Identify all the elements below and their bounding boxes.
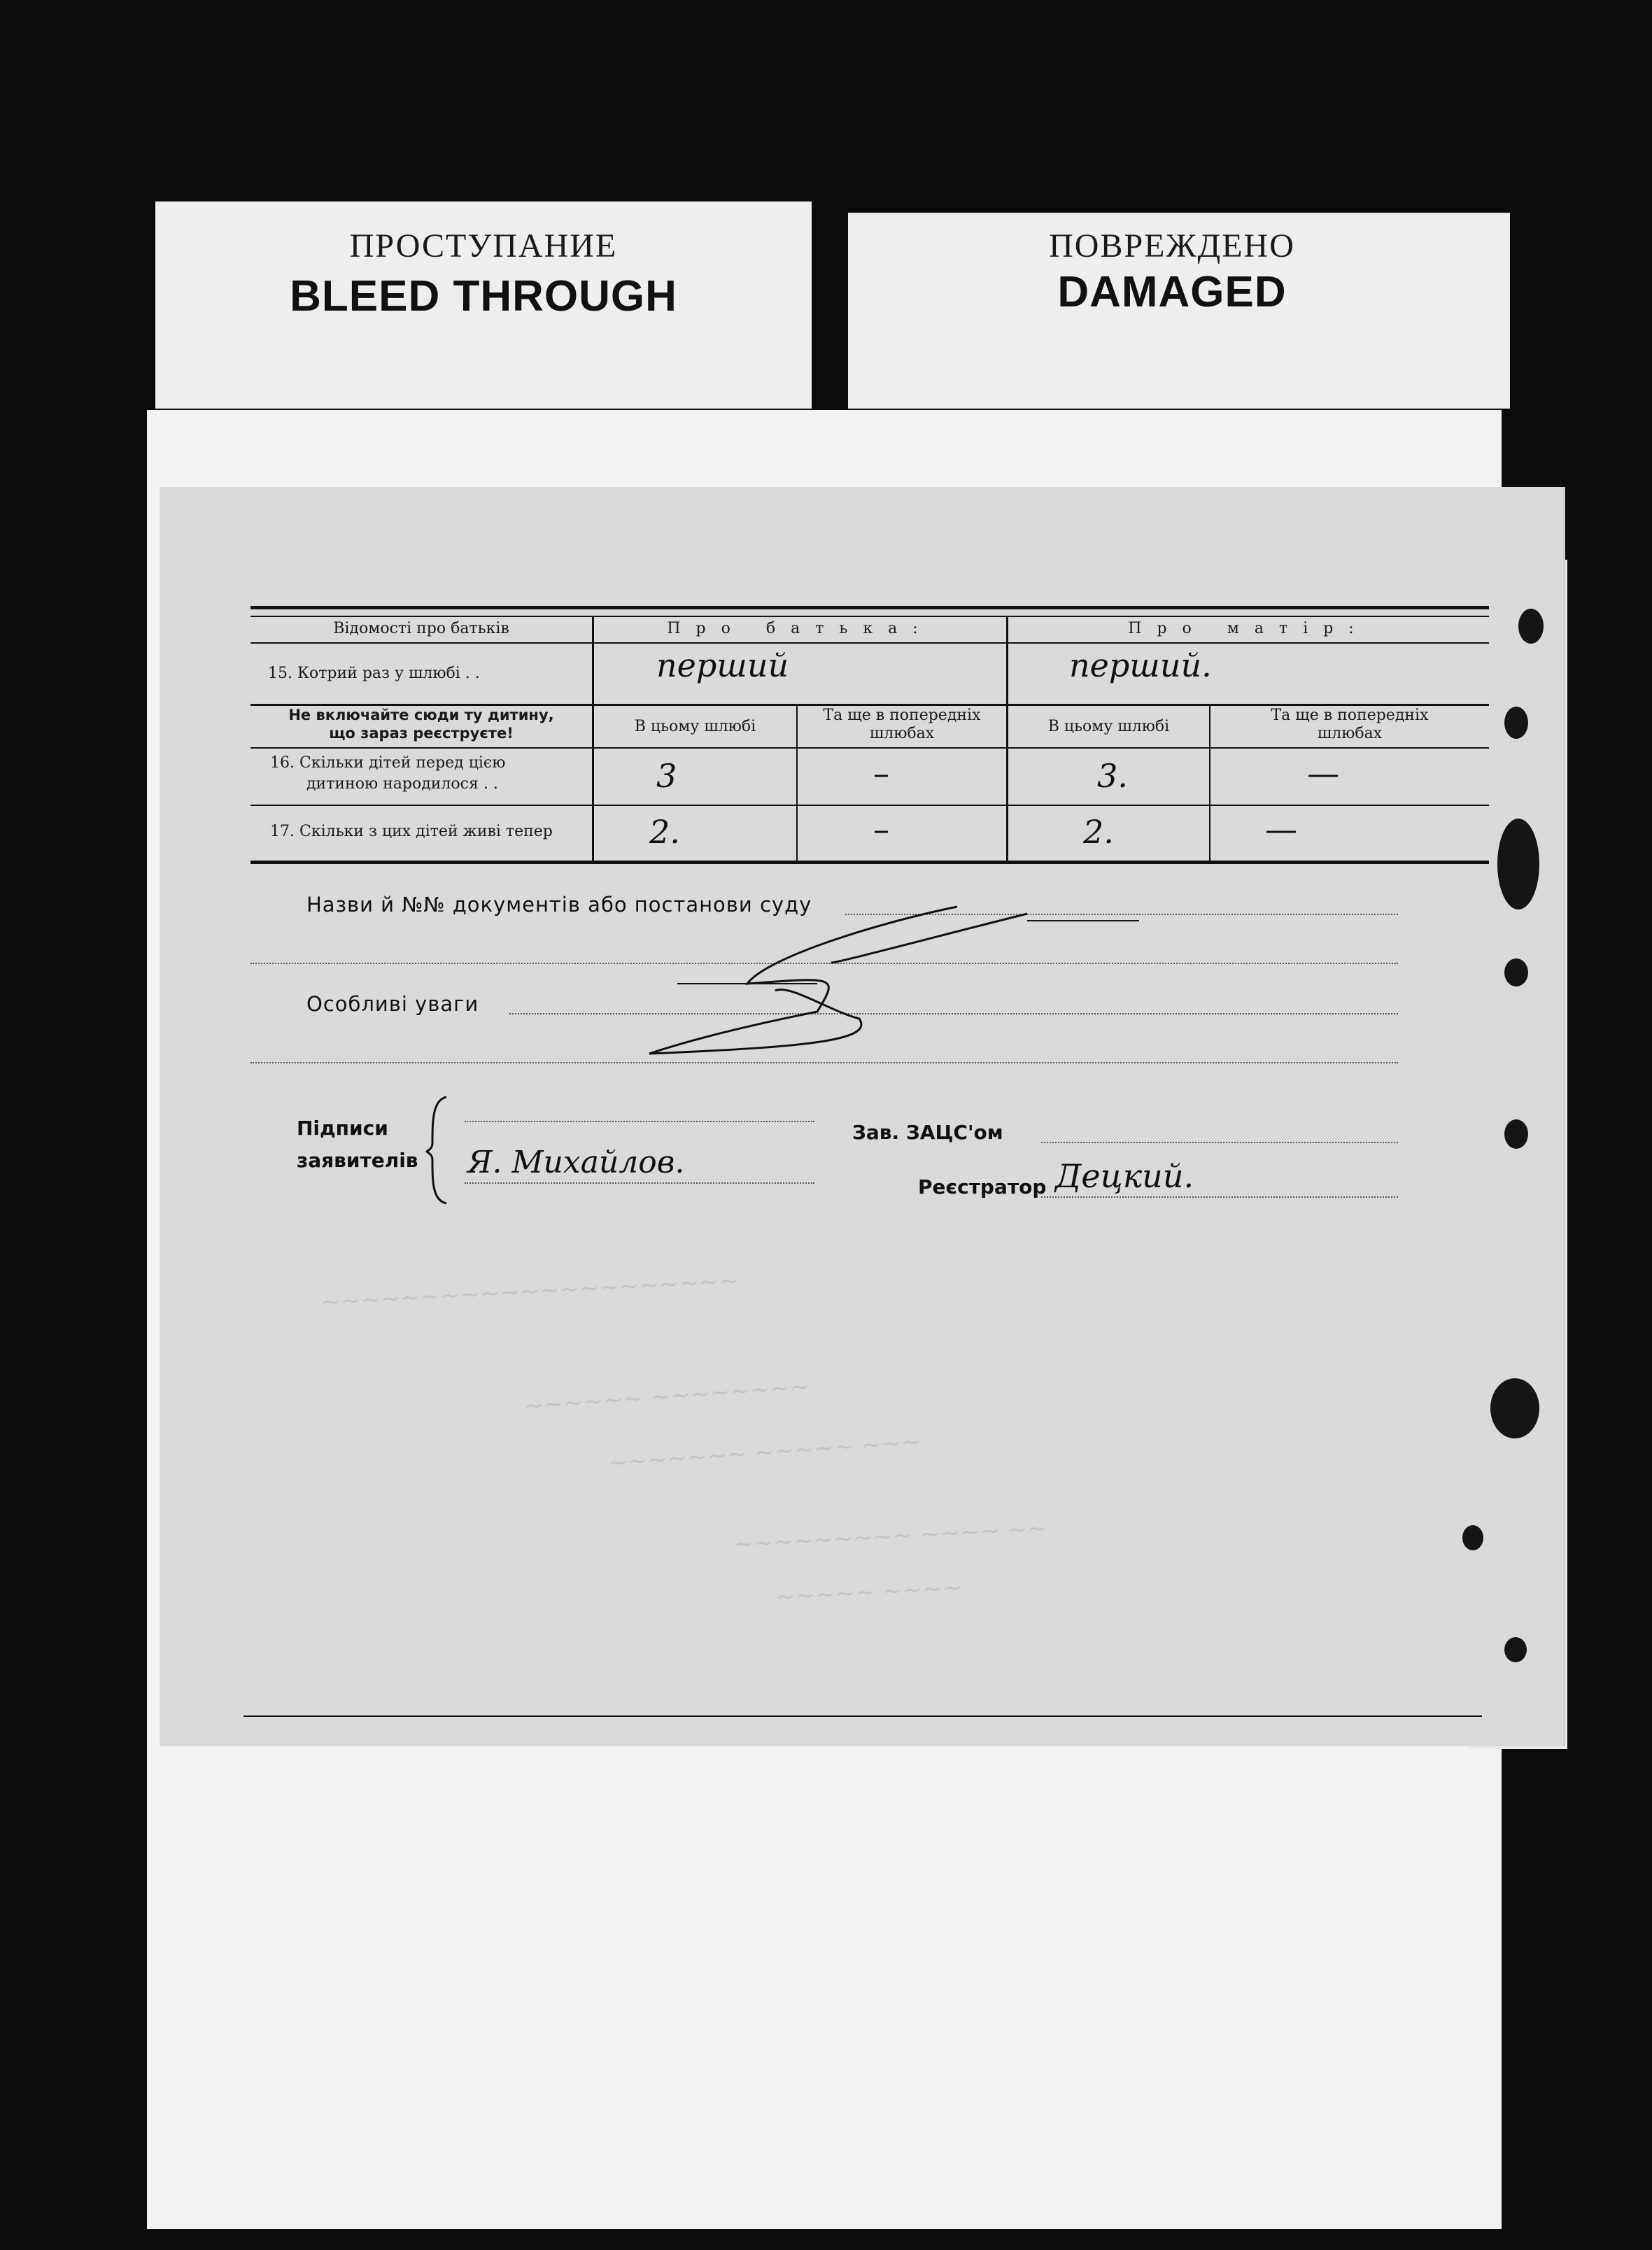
table-rule	[250, 642, 1489, 644]
table-rule	[250, 704, 1489, 706]
row16-mother-this: 3.	[1097, 757, 1128, 795]
row17-father-prev: –	[873, 810, 889, 848]
applicant-sign-line	[465, 1182, 814, 1184]
notes-label: Особливі уваги	[306, 992, 479, 1016]
father-this-marriage: В цьому шлюбі	[634, 718, 756, 735]
bleed-through-card	[155, 201, 812, 409]
punch-hole	[1462, 1525, 1483, 1550]
punch-hole	[1490, 1378, 1539, 1438]
table-rule	[250, 616, 1489, 617]
punch-hole	[1504, 1119, 1528, 1149]
row17-mother-prev: —	[1265, 810, 1297, 848]
cancellation-mark	[607, 879, 1139, 1068]
note-exclude-line1: Не включайте сюди ту дитину,	[288, 707, 554, 723]
documents-label: Назви й №№ документів або постанови суду	[306, 893, 812, 917]
table-col-rule	[592, 616, 594, 862]
applicant-sign-line	[465, 1121, 814, 1122]
table-rule	[250, 747, 1489, 749]
row17-father-this: 2.	[649, 813, 680, 851]
punch-hole	[1504, 1637, 1527, 1662]
row17-label: 17. Скільки з цих дітей живі тепер	[270, 823, 553, 840]
table-top-rule	[250, 606, 1489, 609]
row16-label-line2: дитиною народилося . .	[306, 775, 498, 793]
header-mother: Про матір:	[1128, 620, 1369, 637]
bleed-through-text: ~~~~~ ~~~~	[775, 1573, 963, 1611]
zags-head-label: Зав. ЗАЦС'ом	[852, 1121, 1003, 1144]
bleed-through-text: ~~~~~~~~~ ~~~~ ~~	[733, 1514, 1048, 1559]
registrar-sign-line	[1041, 1196, 1398, 1198]
bleed-through-en: BLEED THROUGH	[290, 272, 677, 320]
table-bottom-rule	[250, 861, 1489, 864]
applicants-signatures-line2: заявителів	[297, 1149, 418, 1172]
mother-prev-line1: Та ще в попередніх	[1271, 707, 1429, 724]
signatures-brace	[425, 1094, 453, 1206]
bleed-through-text: ~~~~~~~~~~~~~~~~~~~~~	[320, 1266, 740, 1317]
row16-father-this: 3	[656, 757, 677, 795]
header-parents-info: Відомості про батьків	[333, 620, 509, 637]
bleed-through-text: ~~~~~~~ ~~~~~ ~~~	[607, 1427, 922, 1478]
father-prev-line2: шлюбах	[869, 725, 935, 742]
applicant-signature: Я. Михайлов.	[467, 1145, 685, 1180]
table-rule	[250, 805, 1489, 806]
row17-mother-this: 2.	[1083, 813, 1114, 851]
applicants-signatures-line1: Підписи	[297, 1117, 388, 1140]
row16-mother-prev: —	[1307, 754, 1339, 792]
table-col-rule	[1006, 616, 1008, 862]
row16-label-line1: 16. Скільки дітей перед цією	[270, 754, 506, 772]
registrar-signature: Децкий.	[1055, 1157, 1194, 1195]
registration-form	[160, 487, 1565, 1746]
punch-hole	[1504, 958, 1528, 986]
punch-hole	[1504, 707, 1528, 739]
punch-hole	[1497, 819, 1539, 910]
note-exclude-line2: що зараз реєструєте!	[329, 725, 514, 742]
form-bottom-rule	[243, 1715, 1482, 1717]
row15-father-value: перший	[656, 646, 789, 684]
punch-hole	[1518, 609, 1544, 644]
row15-label: 15. Котрий раз у шлюбі . .	[268, 665, 480, 682]
bleed-through-text: ~~~~~~ ~~~~~~~~	[523, 1372, 811, 1421]
damaged-card	[848, 213, 1510, 409]
header-father: Про батька:	[667, 620, 933, 637]
row15-mother-value: перший.	[1069, 646, 1212, 684]
damaged-ru: ПОВРЕЖДЕНО	[1049, 227, 1295, 264]
bleed-through-ru: ПРОСТУПАНИЕ	[349, 227, 618, 264]
damaged-en: DAMAGED	[1057, 268, 1287, 316]
row16-father-prev: –	[873, 754, 889, 792]
mother-prev-line2: шлюбах	[1317, 725, 1383, 742]
mother-this-marriage: В цьому шлюбі	[1047, 718, 1170, 735]
head-sign-line	[1041, 1142, 1398, 1143]
registrar-label: Реєстратор	[918, 1175, 1047, 1198]
father-prev-line1: Та ще в попередніх	[823, 707, 981, 724]
